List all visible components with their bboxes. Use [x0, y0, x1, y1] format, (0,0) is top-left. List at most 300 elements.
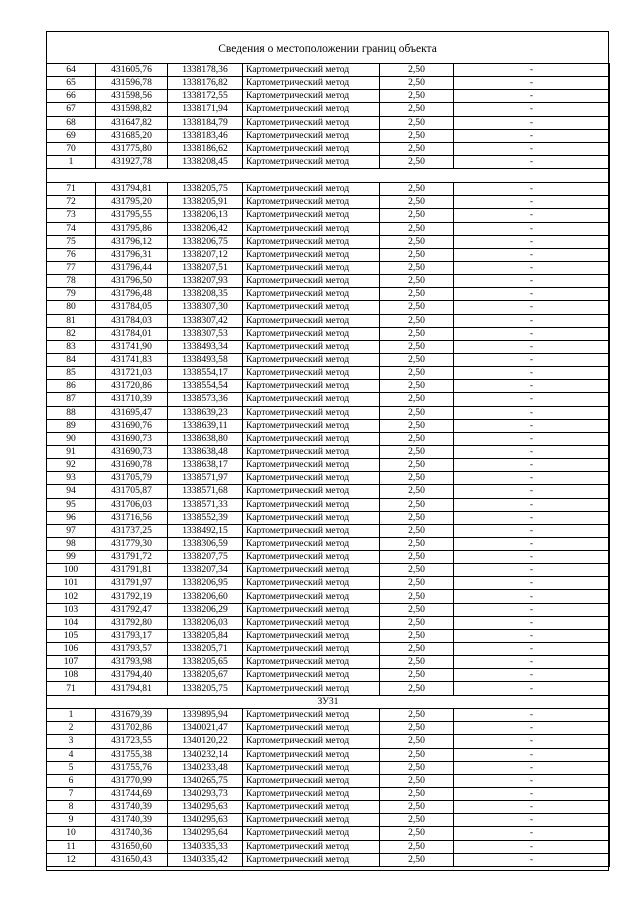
table-row: [47, 222, 610, 235]
accuracy-cell: 2,50: [380, 275, 454, 288]
point-number-cell: 9: [47, 814, 96, 827]
table-row: [47, 603, 610, 616]
x-coordinate-cell: 431755,76: [96, 761, 168, 774]
point-number-cell: 85: [47, 367, 96, 380]
point-number-cell: 10: [47, 827, 96, 840]
description-cell: -: [454, 129, 610, 142]
y-coordinate-cell: 1340120,22: [168, 735, 243, 748]
table-row: [47, 524, 610, 537]
point-number-cell: 97: [47, 524, 96, 537]
table-row: [47, 827, 610, 840]
x-coordinate-cell: 431796,12: [96, 235, 168, 248]
table-row: [47, 419, 610, 432]
y-coordinate-cell: 1338208,35: [168, 288, 243, 301]
method-cell: Картометрический метод: [243, 419, 380, 432]
method-cell: Картометрический метод: [243, 116, 380, 129]
table-row: [47, 682, 610, 695]
description-cell: -: [454, 827, 610, 840]
point-number-cell: 92: [47, 459, 96, 472]
method-cell: Картометрический метод: [243, 406, 380, 419]
table-row: [47, 77, 610, 90]
table-row: [47, 629, 610, 642]
table-row: [47, 669, 610, 682]
table-row: [47, 393, 610, 406]
x-coordinate-cell: 431794,40: [96, 669, 168, 682]
x-coordinate-cell: 431784,05: [96, 301, 168, 314]
accuracy-cell: 2,50: [380, 551, 454, 564]
y-coordinate-cell: 1338554,54: [168, 380, 243, 393]
method-cell: Картометрический метод: [243, 616, 380, 629]
x-coordinate-cell: 431784,01: [96, 327, 168, 340]
table-row: [47, 367, 610, 380]
accuracy-cell: 2,50: [380, 64, 454, 77]
y-coordinate-cell: 1338638,17: [168, 459, 243, 472]
method-cell: Картометрический метод: [243, 787, 380, 800]
y-coordinate-cell: 1338178,36: [168, 64, 243, 77]
x-coordinate-cell: 431690,78: [96, 459, 168, 472]
description-cell: -: [454, 774, 610, 787]
method-cell: Картометрический метод: [243, 524, 380, 537]
y-coordinate-cell: 1338183,46: [168, 129, 243, 142]
point-number-cell: 78: [47, 275, 96, 288]
y-coordinate-cell: 1338207,34: [168, 564, 243, 577]
section-label: ЗУ31: [47, 695, 610, 709]
y-coordinate-cell: 1338493,34: [168, 340, 243, 353]
y-coordinate-cell: 1338207,75: [168, 551, 243, 564]
accuracy-cell: 2,50: [380, 524, 454, 537]
table-row: [47, 774, 610, 787]
x-coordinate-cell: 431793,57: [96, 643, 168, 656]
accuracy-cell: 2,50: [380, 459, 454, 472]
point-number-cell: 101: [47, 577, 96, 590]
y-coordinate-cell: 1338208,45: [168, 155, 243, 168]
method-cell: Картометрический метод: [243, 353, 380, 366]
table-row: [47, 853, 610, 866]
point-number-cell: 102: [47, 590, 96, 603]
method-cell: Картометрический метод: [243, 629, 380, 642]
description-cell: -: [454, 616, 610, 629]
y-coordinate-cell: 1338205,75: [168, 682, 243, 695]
point-number-cell: 6: [47, 774, 96, 787]
accuracy-cell: 2,50: [380, 196, 454, 209]
point-number-cell: 93: [47, 472, 96, 485]
accuracy-cell: 2,50: [380, 103, 454, 116]
point-number-cell: 104: [47, 616, 96, 629]
description-cell: -: [454, 380, 610, 393]
table-row: [47, 301, 610, 314]
method-cell: Картометрический метод: [243, 669, 380, 682]
table-row: [47, 445, 610, 458]
point-number-cell: 95: [47, 498, 96, 511]
method-cell: Картометрический метод: [243, 840, 380, 853]
y-coordinate-cell: 1338206,60: [168, 590, 243, 603]
description-cell: -: [454, 209, 610, 222]
accuracy-cell: 2,50: [380, 590, 454, 603]
method-cell: Картометрический метод: [243, 142, 380, 155]
table-row: [47, 590, 610, 603]
x-coordinate-cell: 431598,56: [96, 90, 168, 103]
x-coordinate-cell: 431794,81: [96, 682, 168, 695]
accuracy-cell: 2,50: [380, 340, 454, 353]
method-cell: Картометрический метод: [243, 603, 380, 616]
method-cell: Картометрический метод: [243, 183, 380, 196]
x-coordinate-cell: 431791,81: [96, 564, 168, 577]
y-coordinate-cell: 1338571,68: [168, 485, 243, 498]
accuracy-cell: 2,50: [380, 393, 454, 406]
description-cell: -: [454, 445, 610, 458]
description-cell: -: [454, 656, 610, 669]
point-number-cell: 1: [47, 709, 96, 722]
method-cell: Картометрический метод: [243, 327, 380, 340]
method-cell: Картометрический метод: [243, 235, 380, 248]
accuracy-cell: 2,50: [380, 288, 454, 301]
x-coordinate-cell: 431744,69: [96, 787, 168, 800]
y-coordinate-cell: 1340293,73: [168, 787, 243, 800]
y-coordinate-cell: 1340295,64: [168, 827, 243, 840]
method-cell: Картометрический метод: [243, 643, 380, 656]
x-coordinate-cell: 431793,17: [96, 629, 168, 642]
y-coordinate-cell: 1338206,13: [168, 209, 243, 222]
accuracy-cell: 2,50: [380, 629, 454, 642]
accuracy-cell: 2,50: [380, 827, 454, 840]
accuracy-cell: 2,50: [380, 537, 454, 550]
point-number-cell: 98: [47, 537, 96, 550]
table-row: [47, 616, 610, 629]
description-cell: -: [454, 748, 610, 761]
separator-cell: [47, 169, 610, 183]
method-cell: Картометрический метод: [243, 656, 380, 669]
point-number-cell: 12: [47, 853, 96, 866]
description-cell: -: [454, 787, 610, 800]
x-coordinate-cell: 431784,03: [96, 314, 168, 327]
description-cell: -: [454, 722, 610, 735]
y-coordinate-cell: 1338206,03: [168, 616, 243, 629]
description-cell: -: [454, 275, 610, 288]
method-cell: Картометрический метод: [243, 485, 380, 498]
x-coordinate-cell: 431605,76: [96, 64, 168, 77]
x-coordinate-cell: 431702,86: [96, 722, 168, 735]
y-coordinate-cell: 1338307,30: [168, 301, 243, 314]
description-cell: -: [454, 327, 610, 340]
x-coordinate-cell: 431690,73: [96, 432, 168, 445]
method-cell: Картометрический метод: [243, 722, 380, 735]
description-cell: -: [454, 459, 610, 472]
accuracy-cell: 2,50: [380, 485, 454, 498]
table-row: [47, 722, 610, 735]
x-coordinate-cell: 431927,78: [96, 155, 168, 168]
x-coordinate-cell: 431792,80: [96, 616, 168, 629]
method-cell: Картометрический метод: [243, 735, 380, 748]
x-coordinate-cell: 431795,20: [96, 196, 168, 209]
x-coordinate-cell: 431791,97: [96, 577, 168, 590]
accuracy-cell: 2,50: [380, 511, 454, 524]
point-number-cell: 70: [47, 142, 96, 155]
y-coordinate-cell: 1340021,47: [168, 722, 243, 735]
table-row: [47, 327, 610, 340]
point-number-cell: 90: [47, 432, 96, 445]
x-coordinate-cell: 431779,30: [96, 537, 168, 550]
accuracy-cell: 2,50: [380, 129, 454, 142]
y-coordinate-cell: 1338206,75: [168, 235, 243, 248]
x-coordinate-cell: 431685,20: [96, 129, 168, 142]
point-number-cell: 80: [47, 301, 96, 314]
table-row: [47, 314, 610, 327]
accuracy-cell: 2,50: [380, 77, 454, 90]
accuracy-cell: 2,50: [380, 735, 454, 748]
accuracy-cell: 2,50: [380, 445, 454, 458]
method-cell: Картометрический метод: [243, 748, 380, 761]
x-coordinate-cell: 431737,25: [96, 524, 168, 537]
point-number-cell: 75: [47, 235, 96, 248]
description-cell: -: [454, 853, 610, 866]
description-cell: -: [454, 472, 610, 485]
table-row: [47, 406, 610, 419]
y-coordinate-cell: 1338573,36: [168, 393, 243, 406]
x-coordinate-cell: 431650,43: [96, 853, 168, 866]
description-cell: -: [454, 222, 610, 235]
point-number-cell: 81: [47, 314, 96, 327]
y-coordinate-cell: 1338205,84: [168, 629, 243, 642]
table-row: [47, 577, 610, 590]
accuracy-cell: 2,50: [380, 353, 454, 366]
accuracy-cell: 2,50: [380, 116, 454, 129]
description-cell: -: [454, 155, 610, 168]
description-cell: -: [454, 629, 610, 642]
x-coordinate-cell: 431690,73: [96, 445, 168, 458]
point-number-cell: 87: [47, 393, 96, 406]
method-cell: Картометрический метод: [243, 155, 380, 168]
accuracy-cell: 2,50: [380, 814, 454, 827]
table-row: [47, 748, 610, 761]
x-coordinate-cell: 431755,38: [96, 748, 168, 761]
method-cell: Картометрический метод: [243, 459, 380, 472]
table-row: [47, 142, 610, 155]
method-cell: Картометрический метод: [243, 129, 380, 142]
accuracy-cell: 2,50: [380, 498, 454, 511]
point-number-cell: 86: [47, 380, 96, 393]
x-coordinate-cell: 431740,39: [96, 814, 168, 827]
point-number-cell: 105: [47, 629, 96, 642]
accuracy-cell: 2,50: [380, 564, 454, 577]
y-coordinate-cell: 1338205,65: [168, 656, 243, 669]
table-row: [47, 103, 610, 116]
table-row: [47, 498, 610, 511]
description-cell: -: [454, 406, 610, 419]
description-cell: -: [454, 577, 610, 590]
y-coordinate-cell: 1338205,67: [168, 669, 243, 682]
x-coordinate-cell: 431796,50: [96, 275, 168, 288]
accuracy-cell: 2,50: [380, 577, 454, 590]
table-row: [47, 787, 610, 800]
y-coordinate-cell: 1340295,63: [168, 801, 243, 814]
description-cell: -: [454, 301, 610, 314]
description-cell: -: [454, 419, 610, 432]
accuracy-cell: 2,50: [380, 314, 454, 327]
y-coordinate-cell: 1338205,71: [168, 643, 243, 656]
method-cell: Картометрический метод: [243, 551, 380, 564]
accuracy-cell: 2,50: [380, 472, 454, 485]
table-row: [47, 275, 610, 288]
method-cell: Картометрический метод: [243, 537, 380, 550]
point-number-cell: 1: [47, 155, 96, 168]
description-cell: -: [454, 261, 610, 274]
table-row: [47, 288, 610, 301]
table-row: [47, 761, 610, 774]
point-number-cell: 100: [47, 564, 96, 577]
accuracy-cell: 2,50: [380, 327, 454, 340]
x-coordinate-cell: 431792,47: [96, 603, 168, 616]
accuracy-cell: 2,50: [380, 209, 454, 222]
accuracy-cell: 2,50: [380, 774, 454, 787]
y-coordinate-cell: 1338639,11: [168, 419, 243, 432]
method-cell: Картометрический метод: [243, 90, 380, 103]
point-number-cell: 76: [47, 248, 96, 261]
point-number-cell: 5: [47, 761, 96, 774]
point-number-cell: 71: [47, 183, 96, 196]
method-cell: Картометрический метод: [243, 814, 380, 827]
point-number-cell: 103: [47, 603, 96, 616]
x-coordinate-cell: 431796,44: [96, 261, 168, 274]
point-number-cell: 88: [47, 406, 96, 419]
description-cell: -: [454, 801, 610, 814]
description-cell: -: [454, 183, 610, 196]
table-row: [47, 432, 610, 445]
x-coordinate-cell: 431793,98: [96, 656, 168, 669]
description-cell: -: [454, 709, 610, 722]
method-cell: Картометрический метод: [243, 709, 380, 722]
accuracy-cell: 2,50: [380, 748, 454, 761]
accuracy-cell: 2,50: [380, 669, 454, 682]
accuracy-cell: 2,50: [380, 787, 454, 800]
description-cell: -: [454, 90, 610, 103]
method-cell: Картометрический метод: [243, 209, 380, 222]
accuracy-cell: 2,50: [380, 142, 454, 155]
accuracy-cell: 2,50: [380, 643, 454, 656]
x-coordinate-cell: 431650,60: [96, 840, 168, 853]
table-row: [47, 472, 610, 485]
x-coordinate-cell: 431596,78: [96, 77, 168, 90]
x-coordinate-cell: 431796,31: [96, 248, 168, 261]
accuracy-cell: 2,50: [380, 709, 454, 722]
point-number-cell: 7: [47, 787, 96, 800]
method-cell: Картометрический метод: [243, 340, 380, 353]
description-cell: -: [454, 103, 610, 116]
accuracy-cell: 2,50: [380, 301, 454, 314]
x-coordinate-cell: 431775,80: [96, 142, 168, 155]
method-cell: Картометрический метод: [243, 380, 380, 393]
accuracy-cell: 2,50: [380, 419, 454, 432]
point-number-cell: 79: [47, 288, 96, 301]
description-cell: -: [454, 643, 610, 656]
y-coordinate-cell: 1338206,42: [168, 222, 243, 235]
y-coordinate-cell: 1338571,97: [168, 472, 243, 485]
y-coordinate-cell: 1340335,42: [168, 853, 243, 866]
method-cell: Картометрический метод: [243, 77, 380, 90]
y-coordinate-cell: 1338493,58: [168, 353, 243, 366]
x-coordinate-cell: 431716,56: [96, 511, 168, 524]
point-number-cell: 96: [47, 511, 96, 524]
description-cell: -: [454, 524, 610, 537]
method-cell: Картометрический метод: [243, 393, 380, 406]
point-number-cell: 84: [47, 353, 96, 366]
table-row: [47, 643, 610, 656]
method-cell: Картометрический метод: [243, 682, 380, 695]
x-coordinate-cell: 431740,36: [96, 827, 168, 840]
y-coordinate-cell: 1338206,95: [168, 577, 243, 590]
point-number-cell: 89: [47, 419, 96, 432]
x-coordinate-cell: 431705,87: [96, 485, 168, 498]
description-cell: -: [454, 669, 610, 682]
accuracy-cell: 2,50: [380, 261, 454, 274]
table-row: [47, 340, 610, 353]
table-row: [47, 709, 610, 722]
point-number-cell: 82: [47, 327, 96, 340]
accuracy-cell: 2,50: [380, 682, 454, 695]
x-coordinate-cell: 431721,03: [96, 367, 168, 380]
accuracy-cell: 2,50: [380, 801, 454, 814]
description-cell: -: [454, 682, 610, 695]
method-cell: Картометрический метод: [243, 590, 380, 603]
x-coordinate-cell: 431706,03: [96, 498, 168, 511]
description-cell: -: [454, 340, 610, 353]
table-row: [47, 840, 610, 853]
y-coordinate-cell: 1338206,29: [168, 603, 243, 616]
table-row: [47, 735, 610, 748]
x-coordinate-cell: 431690,76: [96, 419, 168, 432]
description-cell: -: [454, 314, 610, 327]
description-cell: -: [454, 537, 610, 550]
separator-row: [47, 169, 610, 183]
table-row: [47, 485, 610, 498]
y-coordinate-cell: 1338171,94: [168, 103, 243, 116]
y-coordinate-cell: 1338638,48: [168, 445, 243, 458]
method-cell: Картометрический метод: [243, 564, 380, 577]
y-coordinate-cell: 1338307,42: [168, 314, 243, 327]
method-cell: Картометрический метод: [243, 64, 380, 77]
description-cell: -: [454, 511, 610, 524]
method-cell: Картометрический метод: [243, 103, 380, 116]
point-number-cell: 2: [47, 722, 96, 735]
accuracy-cell: 2,50: [380, 853, 454, 866]
y-coordinate-cell: 1338552,39: [168, 511, 243, 524]
point-number-cell: 64: [47, 64, 96, 77]
document-frame: [46, 31, 609, 871]
y-coordinate-cell: 1338307,53: [168, 327, 243, 340]
accuracy-cell: 2,50: [380, 183, 454, 196]
description-cell: -: [454, 590, 610, 603]
x-coordinate-cell: 431791,72: [96, 551, 168, 564]
accuracy-cell: 2,50: [380, 380, 454, 393]
x-coordinate-cell: 431598,82: [96, 103, 168, 116]
method-cell: Картометрический метод: [243, 288, 380, 301]
table-row: [47, 551, 610, 564]
accuracy-cell: 2,50: [380, 367, 454, 380]
table-row: [47, 656, 610, 669]
description-cell: -: [454, 761, 610, 774]
point-number-cell: 107: [47, 656, 96, 669]
method-cell: Картометрический метод: [243, 853, 380, 866]
method-cell: Картометрический метод: [243, 827, 380, 840]
description-cell: -: [454, 498, 610, 511]
method-cell: Картометрический метод: [243, 511, 380, 524]
section-header-row: [47, 695, 610, 709]
accuracy-cell: 2,50: [380, 406, 454, 419]
point-number-cell: 106: [47, 643, 96, 656]
point-number-cell: 71: [47, 682, 96, 695]
method-cell: Картометрический метод: [243, 577, 380, 590]
method-cell: Картометрический метод: [243, 445, 380, 458]
x-coordinate-cell: 431795,86: [96, 222, 168, 235]
